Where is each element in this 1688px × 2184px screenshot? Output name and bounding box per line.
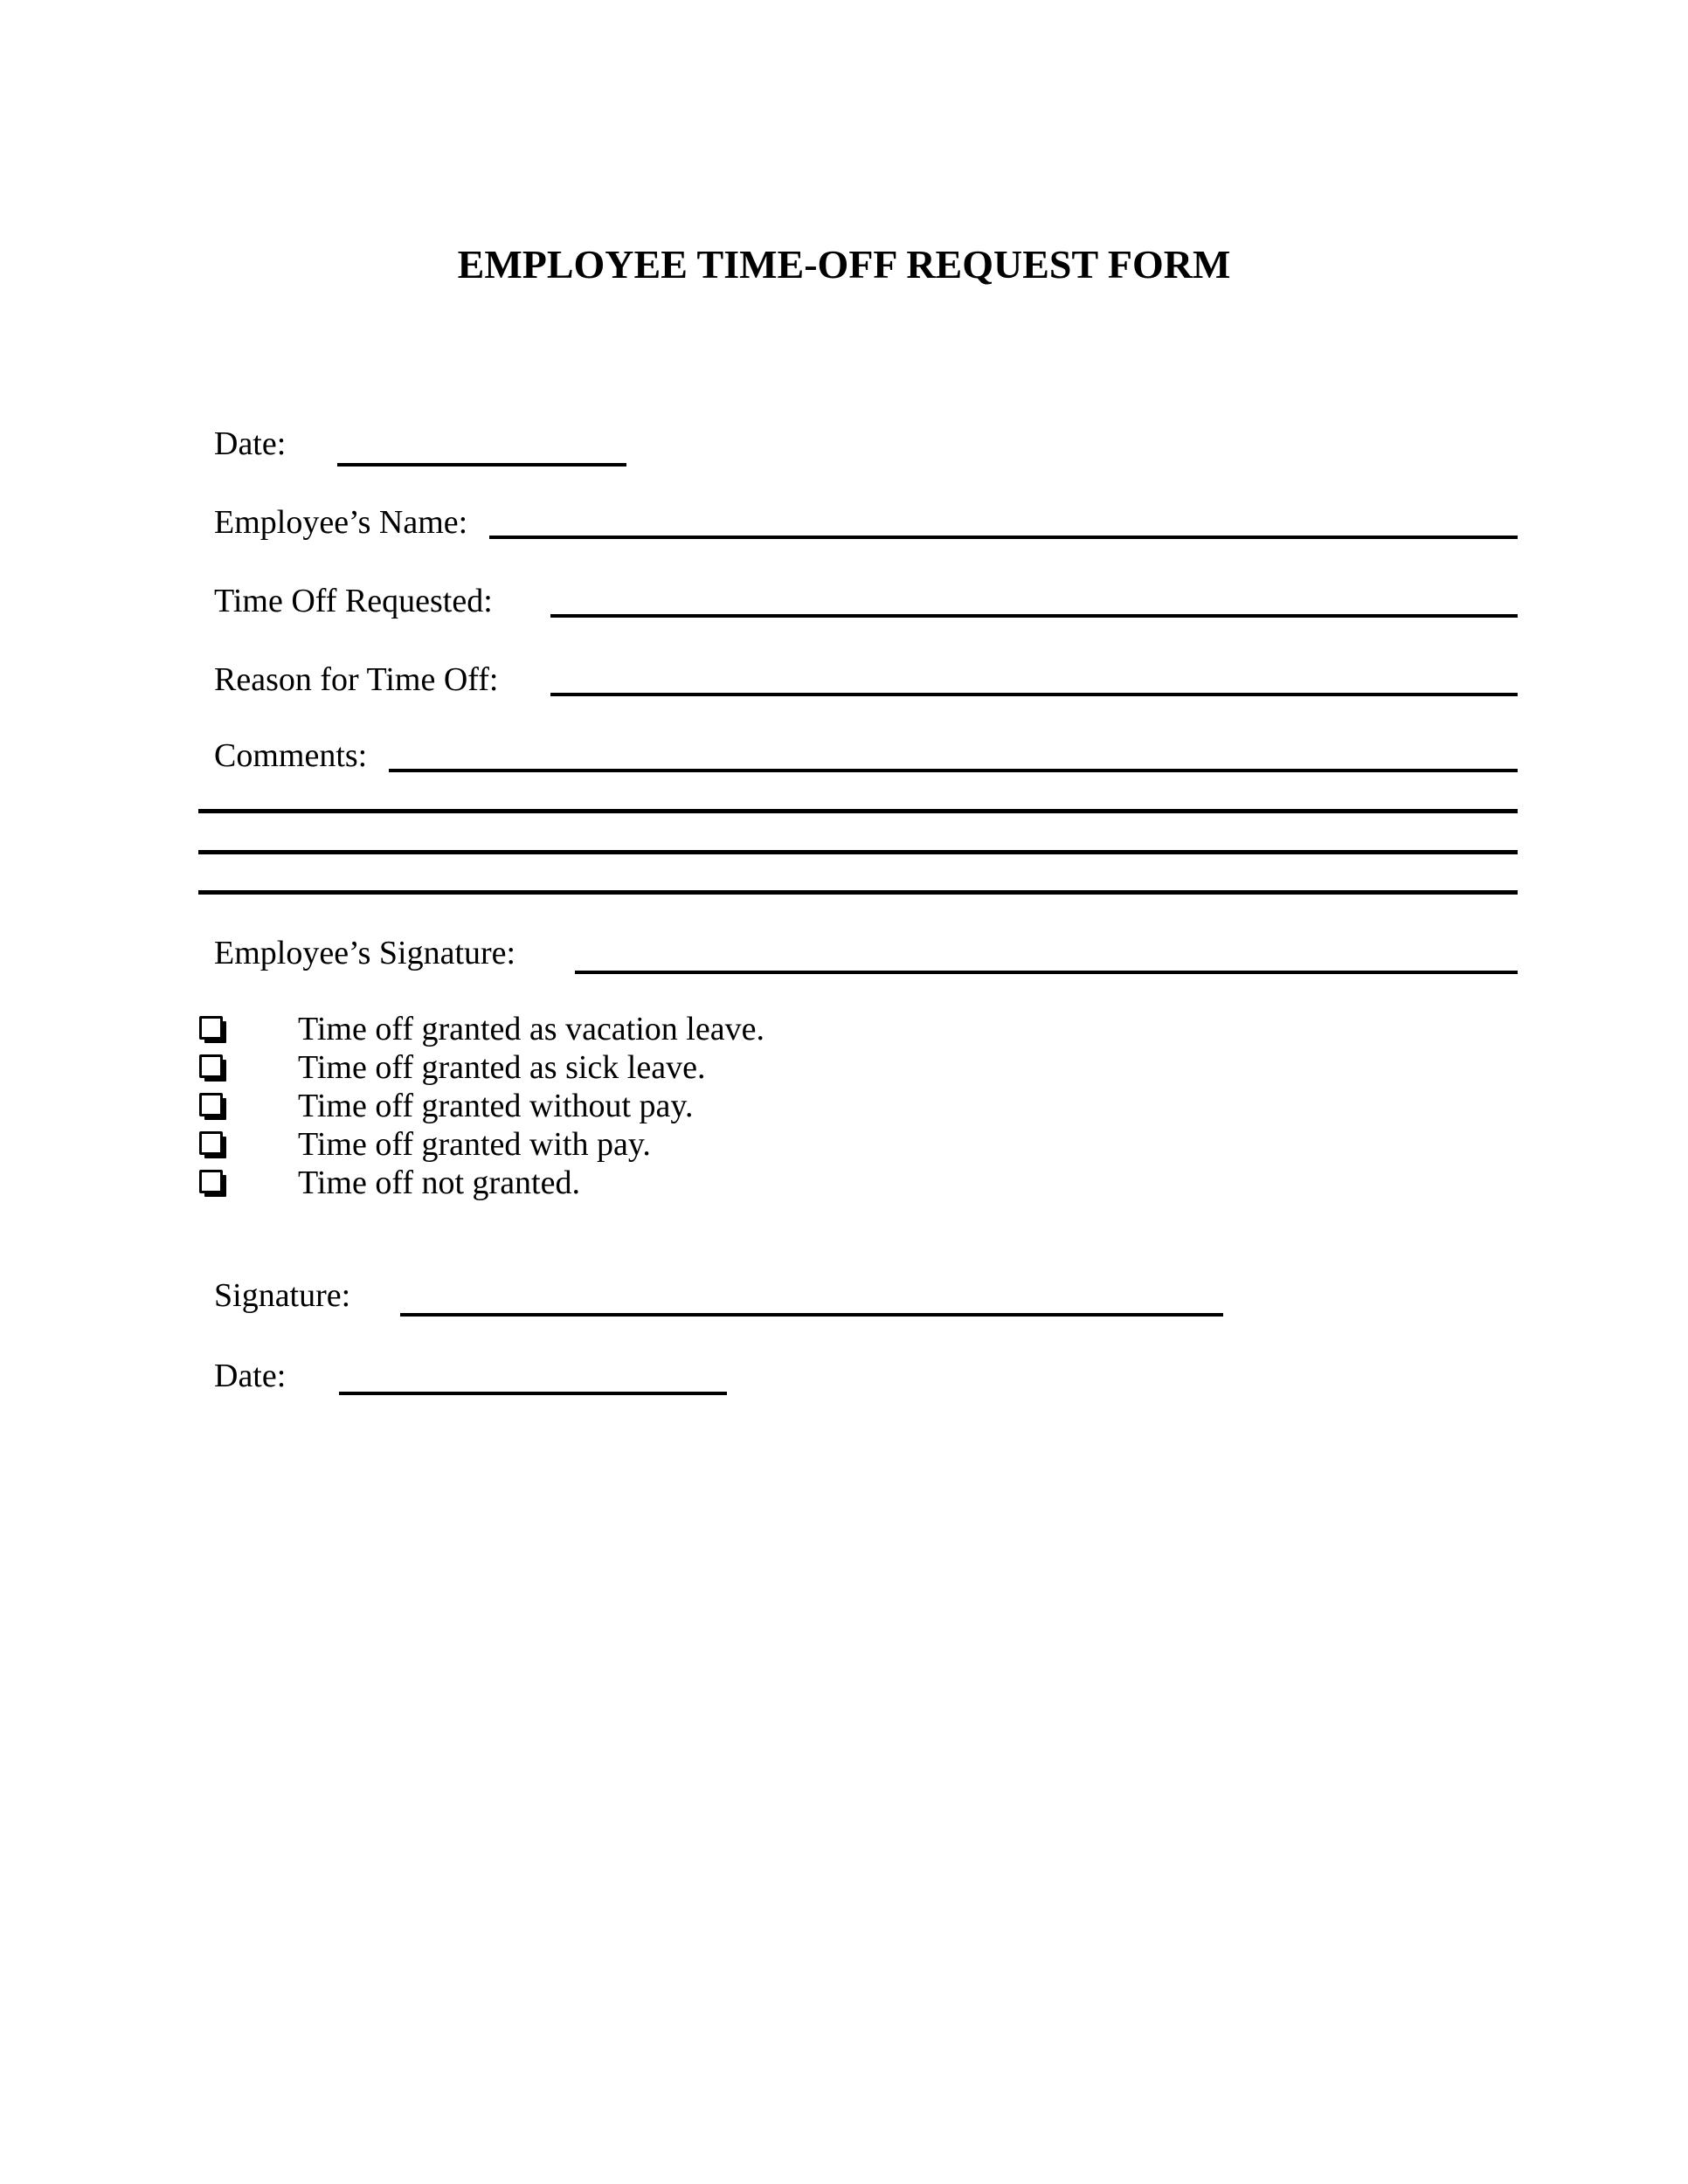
checkbox-row-not-granted xyxy=(199,1164,580,1202)
without-pay-checkbox-label: Time off granted without pay. xyxy=(298,1088,694,1124)
date-top-field-line[interactable] xyxy=(337,463,626,467)
reason-field-line[interactable] xyxy=(550,693,1518,696)
checkbox-row-sick-leave xyxy=(199,1048,705,1087)
checkbox-row-with-pay xyxy=(199,1125,651,1164)
sick-leave-checkbox-label: Time off granted as sick leave. xyxy=(298,1049,706,1086)
comments-label: Comments: xyxy=(214,737,368,774)
employee-name-label: Employee’s Name: xyxy=(214,504,468,541)
not-granted-checkbox[interactable] xyxy=(199,1170,223,1193)
vacation-leave-checkbox[interactable] xyxy=(199,1016,223,1040)
time-off-requested-field-line[interactable] xyxy=(550,614,1518,618)
checkbox-row-vacation-leave xyxy=(199,1010,764,1048)
approval-date-field-line[interactable] xyxy=(339,1392,727,1395)
not-granted-checkbox-label: Time off not granted. xyxy=(298,1165,580,1201)
sick-leave-checkbox[interactable] xyxy=(199,1054,223,1078)
reason-label: Reason for Time Off: xyxy=(214,661,499,698)
comments-field-line-3[interactable] xyxy=(198,850,1518,854)
employee-name-field-line[interactable] xyxy=(489,536,1518,539)
date-top-label: Date: xyxy=(214,425,287,462)
vacation-leave-checkbox-label: Time off granted as vacation leave. xyxy=(298,1011,764,1047)
with-pay-checkbox[interactable] xyxy=(199,1131,223,1155)
with-pay-checkbox-label: Time off granted with pay. xyxy=(298,1126,651,1163)
comments-field-line-4[interactable] xyxy=(198,890,1518,895)
employee-signature-field-line[interactable] xyxy=(575,971,1518,974)
employee-signature-label: Employee’s Signature: xyxy=(214,935,516,971)
approval-signature-field-line[interactable] xyxy=(400,1313,1223,1317)
comments-field-line-2[interactable] xyxy=(198,809,1518,813)
comments-field-line-1[interactable] xyxy=(389,769,1518,772)
checkbox-row-without-pay xyxy=(199,1087,693,1125)
form-title: EMPLOYEE TIME-OFF REQUEST FORM xyxy=(457,242,1231,287)
without-pay-checkbox[interactable] xyxy=(199,1093,223,1116)
time-off-requested-label: Time Off Requested: xyxy=(214,583,493,619)
approval-date-label: Date: xyxy=(214,1358,287,1394)
approval-signature-label: Signature: xyxy=(214,1277,351,1314)
